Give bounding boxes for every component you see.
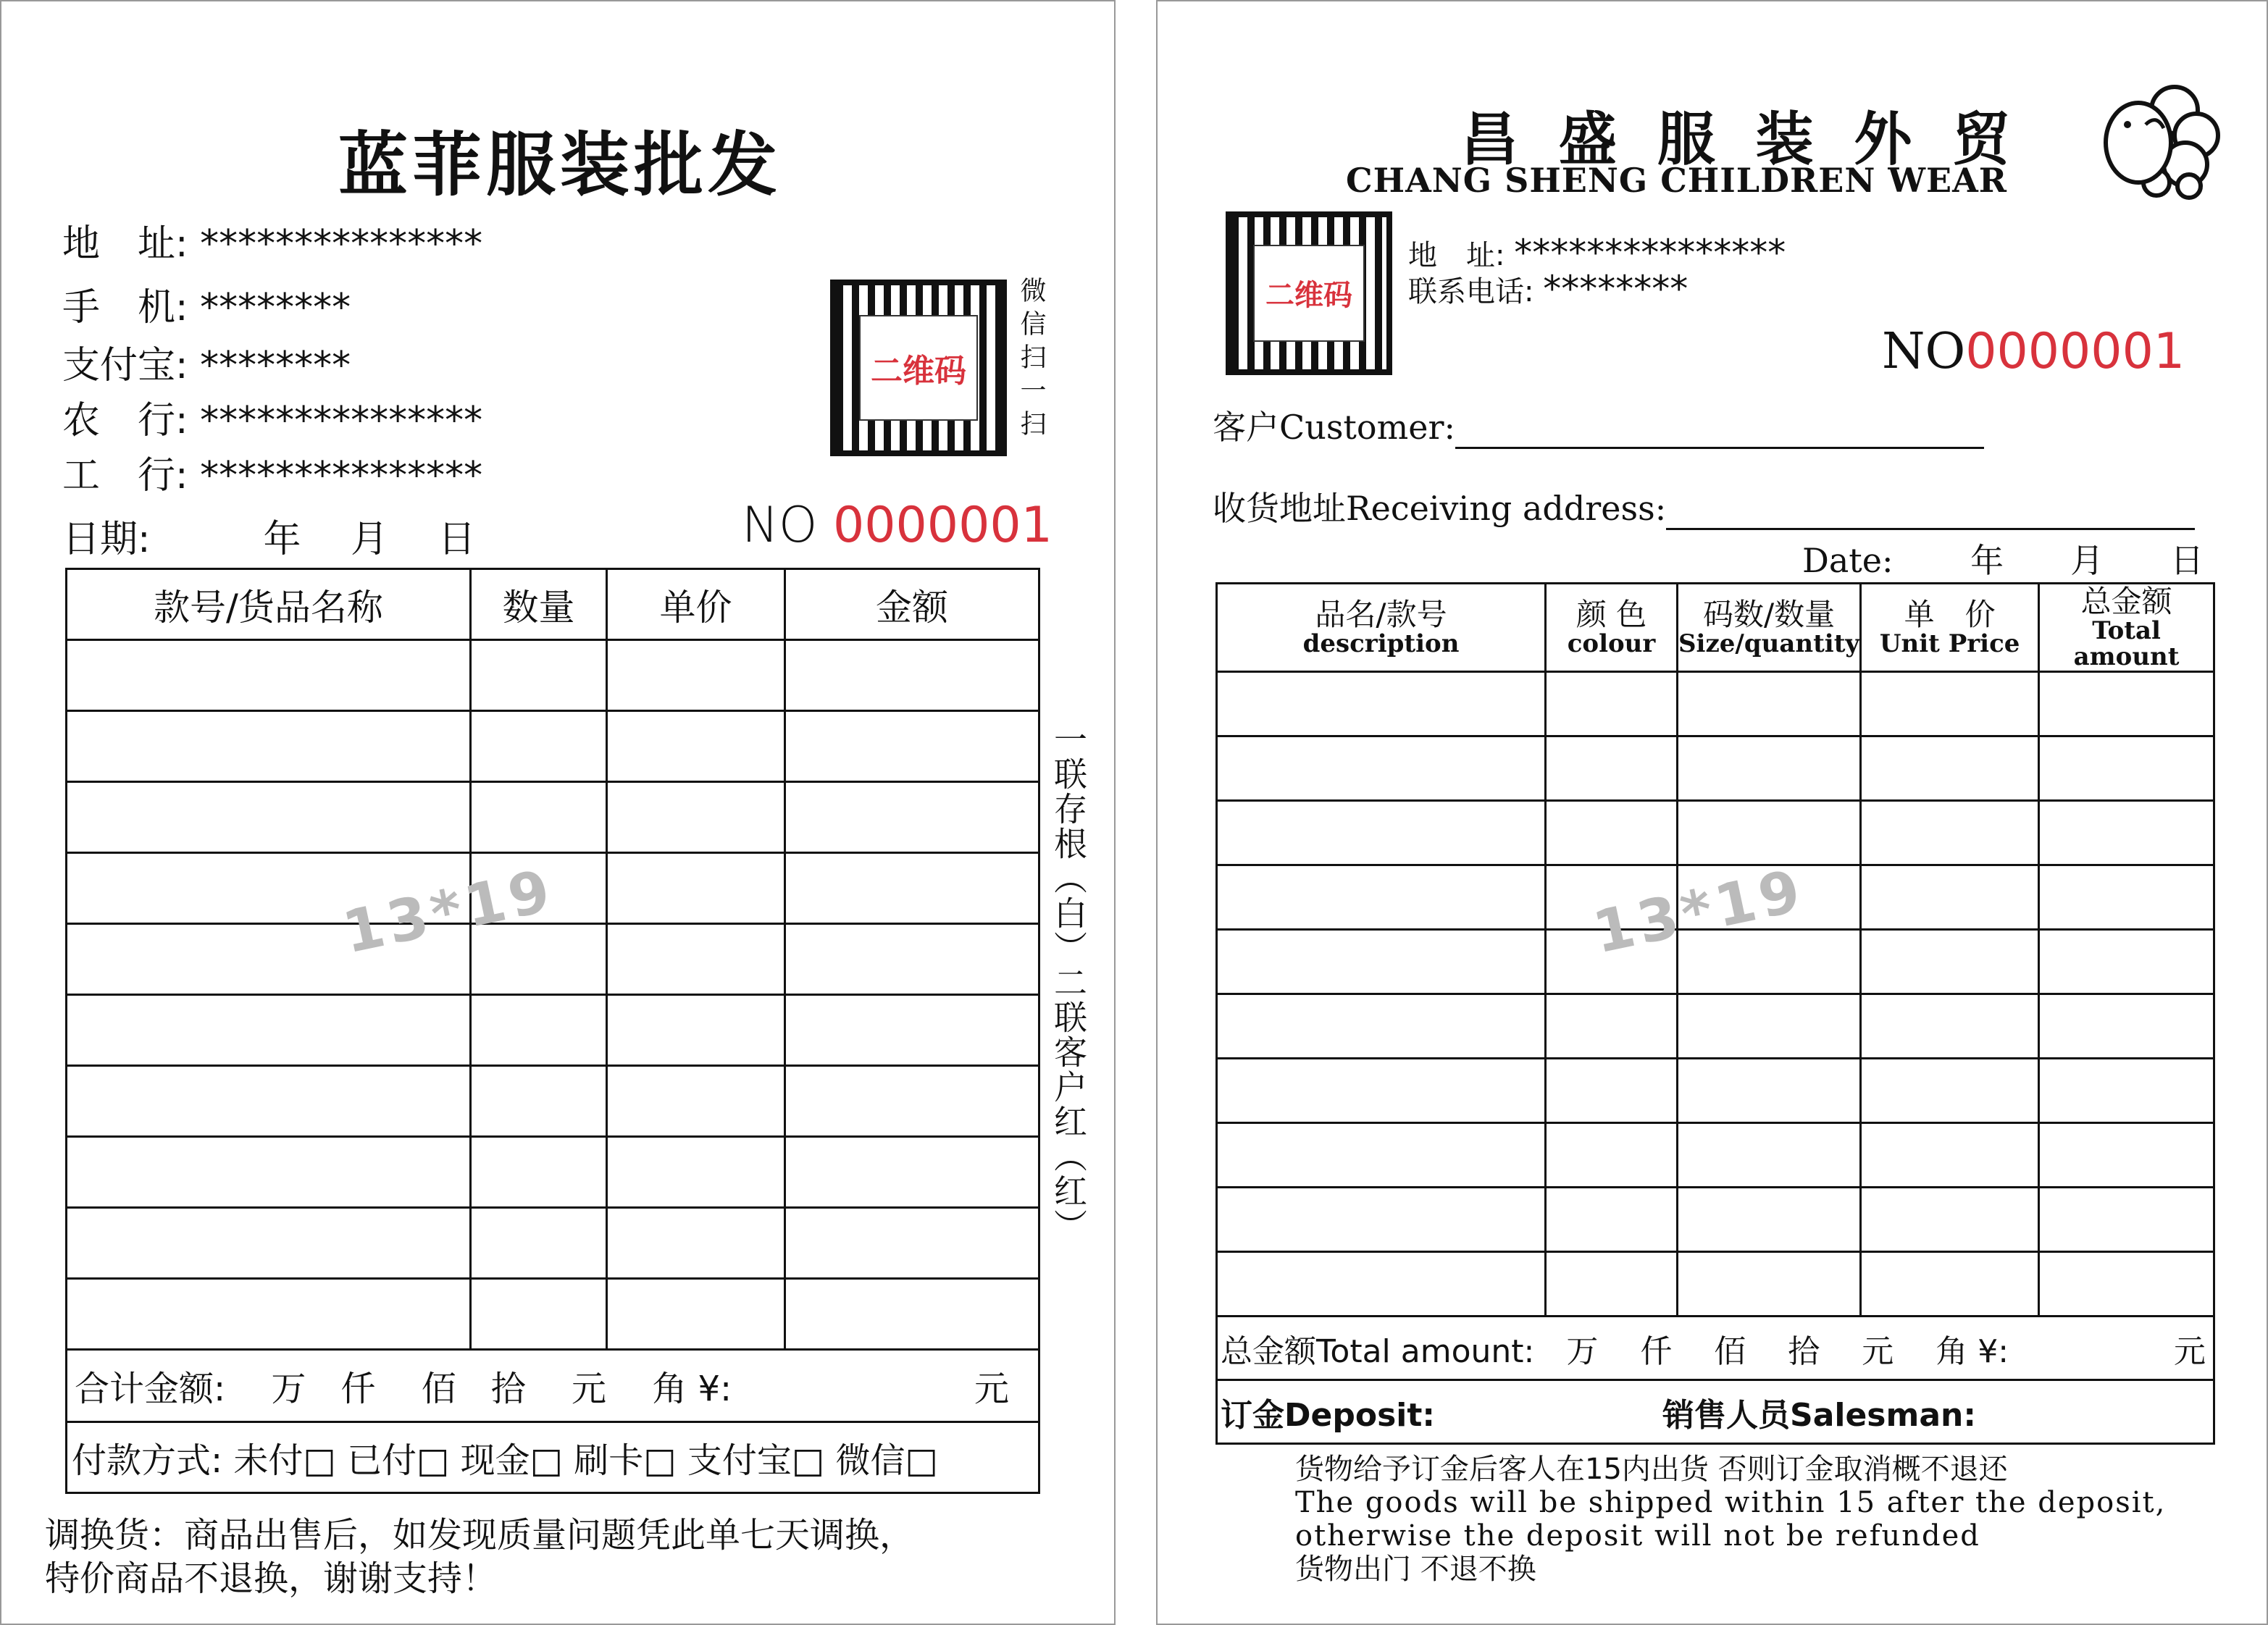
table-cell[interactable] [1861, 1252, 2039, 1317]
table-cell[interactable] [1217, 672, 1546, 736]
table-cell[interactable] [1861, 1059, 2039, 1123]
info-label: 工 行: [62, 454, 188, 497]
table-row [67, 995, 1039, 1066]
left-title: 蓝菲服装批发 [338, 125, 782, 206]
info-value: ******** [200, 286, 351, 329]
left-item-table [65, 568, 1040, 1494]
footer-line: otherwise the deposit will not be refunded [1295, 1519, 1980, 1553]
header-cn: 码数/数量 [1703, 596, 1836, 632]
info-value: *************** [200, 399, 483, 442]
header-quantity: 数量 [471, 569, 607, 640]
table-cell[interactable] [1217, 865, 1546, 930]
table-cell[interactable] [2039, 1059, 2214, 1123]
table-cell[interactable] [1546, 1059, 1678, 1123]
table-cell[interactable] [607, 853, 785, 924]
salesman-label: 销售人员Salesman: [1662, 1396, 1976, 1434]
deposit-label: 订金Deposit: [1221, 1396, 1435, 1434]
table-row [67, 1208, 1039, 1279]
table-cell[interactable] [785, 1137, 1039, 1208]
table-cell[interactable] [1861, 930, 2039, 994]
table-row [67, 1279, 1039, 1350]
table-row [1217, 1252, 2214, 1317]
table-cell[interactable] [2039, 994, 2214, 1059]
table-row [67, 1066, 1039, 1137]
table-cell[interactable] [1678, 1059, 1861, 1123]
qr-label: 二维码 [859, 315, 978, 421]
table-cell[interactable] [785, 1066, 1039, 1137]
qr-label: 二维码 [1253, 245, 1365, 342]
table-cell[interactable] [1217, 1188, 1546, 1252]
customer-field[interactable] [1213, 401, 1984, 449]
left-footer [45, 1513, 914, 1600]
header-en: Total amount [2073, 616, 2180, 671]
info-label: 地 址: [1408, 239, 1505, 272]
table-cell[interactable] [607, 1279, 785, 1350]
table-cell[interactable] [1546, 994, 1678, 1059]
table-cell[interactable] [1217, 1252, 1546, 1317]
table-row [1217, 994, 2214, 1059]
table-cell[interactable] [785, 924, 1039, 995]
table-row [67, 924, 1039, 995]
table-cell[interactable] [1861, 736, 2039, 801]
deposit-row [1217, 1380, 2214, 1444]
total-row [1217, 1317, 2214, 1380]
table-cell[interactable] [607, 924, 785, 995]
table-cell[interactable] [607, 640, 785, 711]
info-value: *************** [200, 454, 483, 497]
header-unit-price [1861, 584, 2039, 672]
address-label: 收货地址Receiving address: [1213, 489, 1667, 528]
info-value: *************** [1514, 232, 1786, 274]
sheep-logo-icon [2095, 74, 2225, 204]
table-cell[interactable] [1546, 1188, 1678, 1252]
table-cell[interactable] [607, 995, 785, 1066]
table-row [67, 640, 1039, 711]
table-cell[interactable] [67, 995, 471, 1066]
header-size-quantity [1678, 584, 1861, 672]
table-cell[interactable] [1861, 994, 2039, 1059]
table-cell[interactable] [1546, 672, 1678, 736]
table-cell[interactable] [67, 711, 471, 782]
table-cell[interactable] [1861, 1123, 2039, 1188]
table-cell[interactable] [785, 711, 1039, 782]
table-cell[interactable] [785, 995, 1039, 1066]
table-cell[interactable] [607, 1137, 785, 1208]
table-row [1217, 672, 2214, 736]
right-subtitle: CHANG SHENG CHILDREN WEAR [1346, 161, 2008, 200]
table-cell[interactable] [1678, 994, 1861, 1059]
header-name: 款号/货品名称 [67, 569, 471, 640]
table-cell[interactable] [1861, 865, 2039, 930]
table-row [1217, 801, 2214, 865]
table-cell[interactable] [1861, 801, 2039, 865]
total-label: 总金额Total amount: 万 仟 佰 拾 元 角 ¥: [1221, 1332, 2009, 1370]
table-cell[interactable] [67, 640, 471, 711]
header-amount: 金额 [785, 569, 1039, 640]
table-cell[interactable] [1861, 1188, 2039, 1252]
deposit-cell[interactable] [1217, 1380, 2214, 1444]
table-cell[interactable] [1546, 736, 1678, 801]
info-value: ******** [200, 344, 351, 387]
table-cell[interactable] [1217, 994, 1546, 1059]
qr-caption: 微信扫一扫 [1016, 277, 1046, 443]
table-row [1217, 1188, 2214, 1252]
info-label: 手 机: [62, 286, 188, 329]
copy-note: 一联存根（白）二联客户红（红） [1049, 722, 1088, 1243]
table-cell[interactable] [471, 1208, 607, 1279]
table-row [67, 711, 1039, 782]
table-cell[interactable] [785, 1279, 1039, 1350]
table-cell[interactable] [607, 1208, 785, 1279]
table-cell[interactable] [2039, 736, 2214, 801]
total-row [67, 1350, 1039, 1422]
header-cn: 单 价 [1904, 596, 1996, 632]
table-cell[interactable] [1678, 736, 1861, 801]
total-amount-cell[interactable] [1217, 1317, 2214, 1380]
table-cell[interactable] [785, 1208, 1039, 1279]
table-cell[interactable] [607, 711, 785, 782]
header-description [1217, 584, 1546, 672]
table-cell[interactable] [471, 995, 607, 1066]
table-row [1217, 736, 2214, 801]
total-unit: 元 [2174, 1332, 2206, 1370]
right-receipt [1156, 0, 2268, 1625]
header-en: Unit Price [1879, 629, 2020, 658]
table-cell[interactable] [471, 711, 607, 782]
footer-line: 调换货：商品出售后，如发现质量问题凭此单七天调换， [45, 1515, 915, 1555]
table-cell[interactable] [471, 1066, 607, 1137]
table-cell[interactable] [2039, 672, 2214, 736]
right-footer [1295, 1453, 2166, 1586]
table-cell[interactable] [1217, 801, 1546, 865]
total-label: 合计金额: 万 仟 佰 拾 元 角 ¥: [75, 1369, 732, 1409]
table-cell[interactable] [1546, 1252, 1678, 1317]
table-cell[interactable] [471, 640, 607, 711]
right-title: 昌 盛 服 装 外 贸 [1460, 106, 2021, 173]
table-cell[interactable] [1217, 930, 1546, 994]
table-cell[interactable] [1546, 801, 1678, 865]
qr-code [1226, 211, 1392, 375]
table-cell[interactable] [1217, 1059, 1546, 1123]
table-cell[interactable] [607, 782, 785, 853]
receiving-address-field[interactable] [1213, 482, 2195, 530]
table-cell[interactable] [1546, 1123, 1678, 1188]
table-cell[interactable] [1678, 1252, 1861, 1317]
header-cn: 品名/款号 [1315, 596, 1447, 632]
table-cell[interactable] [471, 1279, 607, 1350]
table-cell[interactable] [67, 1208, 471, 1279]
header-unit-price: 单价 [607, 569, 785, 640]
header-cn: 总金额 [2080, 583, 2172, 619]
watermark: 13*19 [1587, 856, 1810, 967]
table-row [1217, 1059, 2214, 1123]
table-cell[interactable] [1678, 672, 1861, 736]
receipt-number: NO0000001 [1882, 323, 2185, 380]
receipt-number: NO 0000001 [742, 497, 1053, 554]
table-cell[interactable] [785, 853, 1039, 924]
table-cell[interactable] [2039, 1123, 2214, 1188]
right-item-table [1215, 582, 2215, 1445]
total-unit: 元 [974, 1369, 1009, 1409]
qr-code [830, 280, 1007, 456]
date-label: Date: 年 月 日 [1802, 541, 2204, 580]
watermark: 13*19 [337, 856, 560, 967]
header-total-amount [2039, 584, 2214, 672]
footer-line: 货物出门 不退不换 [1295, 1553, 1536, 1586]
table-cell[interactable] [1678, 1188, 1861, 1252]
total-amount-cell[interactable] [67, 1350, 1039, 1422]
info-label: 支付宝: [62, 344, 188, 387]
table-row [67, 782, 1039, 853]
payment-row [67, 1422, 1039, 1493]
header-colour [1546, 584, 1678, 672]
table-row [1217, 1123, 2214, 1188]
table-cell[interactable] [1678, 1123, 1861, 1188]
table-cell[interactable] [1861, 672, 2039, 736]
footer-line: 特价商品不退换，谢谢支持！ [45, 1558, 498, 1599]
info-label: 农 行: [62, 399, 188, 442]
table-cell[interactable] [785, 640, 1039, 711]
table-cell[interactable] [1217, 1123, 1546, 1188]
footer-line: The goods will be shipped within 15 after the deposit, [1295, 1486, 2167, 1519]
info-value: *************** [200, 222, 483, 266]
table-cell[interactable] [785, 782, 1039, 853]
table-cell[interactable] [67, 1066, 471, 1137]
table-cell[interactable] [67, 1279, 471, 1350]
header-cn: 颜 色 [1576, 596, 1647, 632]
customer-label: 客户Customer: [1213, 408, 1455, 447]
table-cell[interactable] [2039, 930, 2214, 994]
table-cell[interactable] [2039, 801, 2214, 865]
payment-method-cell[interactable]: 付款方式: 未付□ 已付□ 现金□ 刷卡□ 支付宝□ 微信□ [67, 1422, 1039, 1493]
table-cell[interactable] [67, 1137, 471, 1208]
header-en: colour [1567, 629, 1656, 658]
table-cell[interactable] [2039, 1188, 2214, 1252]
info-value: ******** [1543, 268, 1689, 310]
header-en: Size/quantity [1678, 629, 1860, 658]
table-row [67, 1137, 1039, 1208]
table-cell[interactable] [1217, 736, 1546, 801]
date-label: 日期: 年 月 日 [62, 518, 476, 561]
table-cell[interactable] [2039, 865, 2214, 930]
table-cell[interactable] [2039, 1252, 2214, 1317]
left-receipt [0, 0, 1116, 1625]
table-cell[interactable] [471, 782, 607, 853]
info-label: 联系电话: [1408, 275, 1534, 308]
table-cell[interactable] [1678, 801, 1861, 865]
header-en: description [1302, 629, 1460, 658]
table-cell[interactable] [471, 1137, 607, 1208]
table-cell[interactable] [607, 1066, 785, 1137]
info-label: 地 址: [62, 222, 188, 266]
table-cell[interactable] [67, 782, 471, 853]
footer-line: 货物给予订金后客人在15内出货 否则订金取消概不退还 [1295, 1453, 2008, 1486]
